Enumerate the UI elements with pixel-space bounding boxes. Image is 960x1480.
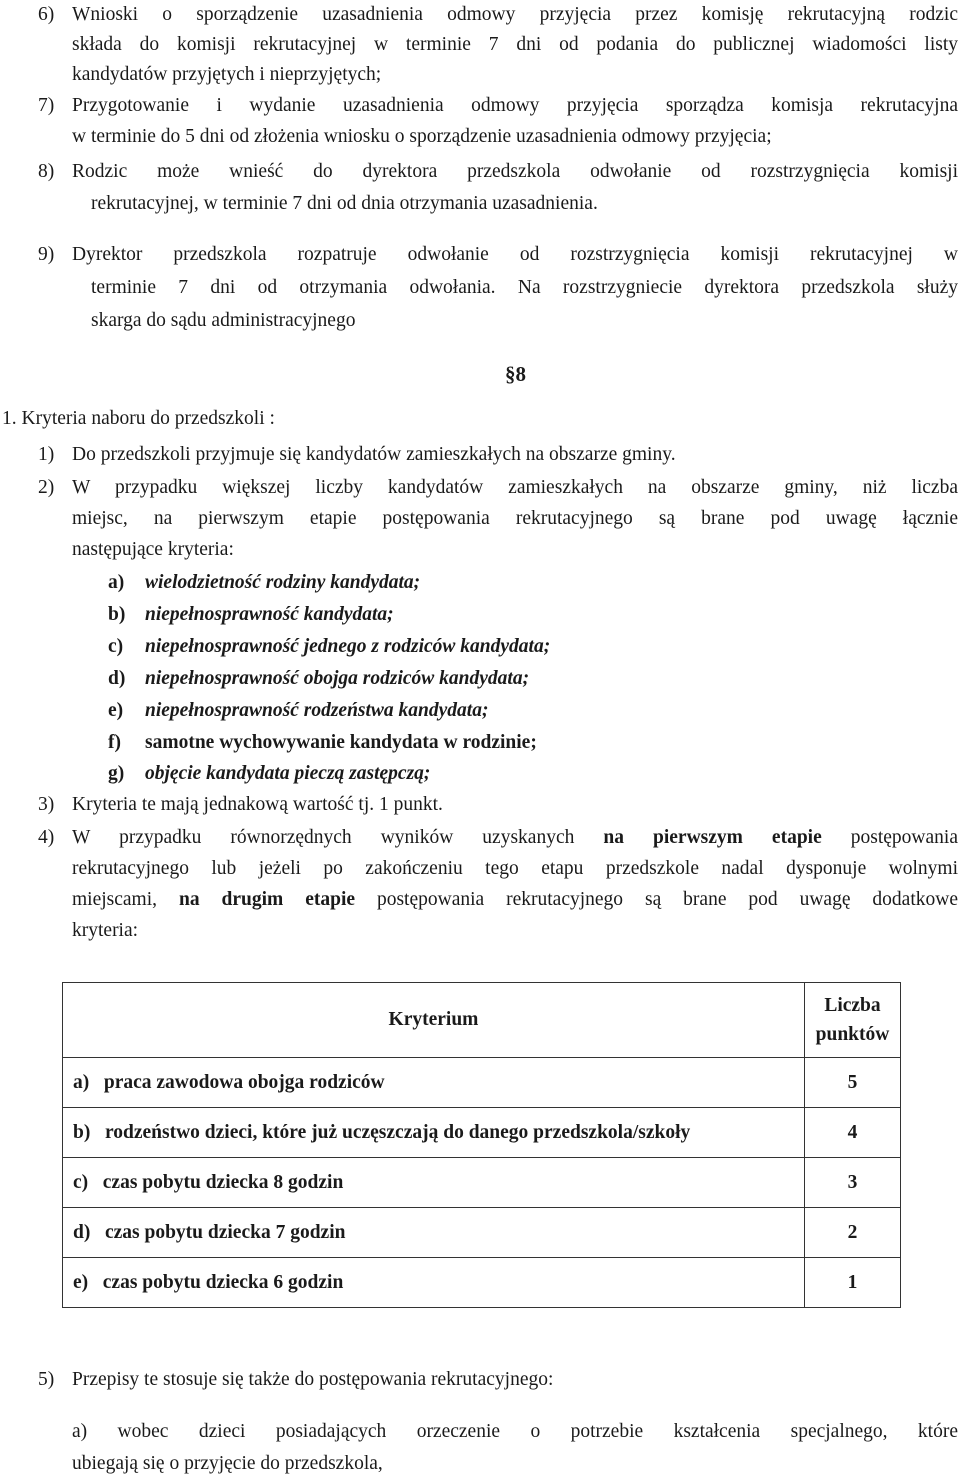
sub-text: Do przedszkoli przyjmuje się kandydatów zamieszkałych na obszarze gminy. xyxy=(72,444,676,465)
table-row xyxy=(63,1158,901,1208)
header-points-line: Liczba xyxy=(824,995,881,1016)
table-row xyxy=(63,1208,901,1258)
emphasis-second-stage: na drugim etapie xyxy=(178,889,356,910)
section-heading: §8 xyxy=(505,362,526,386)
header-points xyxy=(805,983,901,1058)
criterion-letter: c) xyxy=(108,636,124,657)
table-row xyxy=(63,1258,901,1308)
header-criterion: Kryterium xyxy=(63,983,805,1058)
sub-number: 5) xyxy=(38,1369,55,1390)
row-criterion: b) rodzeństwo dzieci, które już uczęszczają do danego przedszkola/szkoły xyxy=(63,1108,805,1158)
sub-line xyxy=(72,826,958,850)
row-points: 4 xyxy=(805,1108,901,1158)
item-number: 7) xyxy=(38,95,55,116)
sub-number: 3) xyxy=(38,794,55,815)
row-criterion: a) praca zawodowa obojga rodziców xyxy=(63,1058,805,1108)
criterion-text: niepełnosprawność jednego z rodziców kandydata; xyxy=(145,636,551,657)
row-points: 3 xyxy=(805,1158,901,1208)
table-row xyxy=(63,1058,901,1108)
point-1-heading: 1. Kryteria naboru do przedszkoli : xyxy=(2,408,275,429)
criterion-letter: f) xyxy=(108,732,121,753)
text-run: postępowania rekrutacyjnego są brane pod uwagę dodatkowe xyxy=(355,889,958,910)
sub-line: miejsc, na pierwszym etapie postępowania rekrutacyjnego są brane pod uwagę łącznie xyxy=(72,508,958,529)
item-number: 8) xyxy=(38,161,55,182)
item-line: skarga do sądu administracyjnego xyxy=(91,310,356,331)
criterion-letter: d) xyxy=(108,668,126,689)
text-run: postępowania xyxy=(821,827,958,848)
criterion-text: wielodzietność rodziny kandydata; xyxy=(145,572,421,593)
criterion-text: samotne wychowywanie kandydata w rodzinie; xyxy=(145,732,537,753)
text-run: W przypadku równorzędnych wyników uzyskanych xyxy=(72,827,604,848)
sub-line: W przypadku większej liczby kandydatów zamieszkałych na obszarze gminy, niż liczba xyxy=(72,477,958,498)
table-header-row xyxy=(63,983,901,1058)
criterion-text: niepełnosprawność kandydata; xyxy=(145,604,394,625)
item-line: Wnioski o sporządzenie uzasadnienia odmowy przyjęcia przez komisję rekrutacyjną rodzic xyxy=(72,4,958,25)
sub-line: rekrutacyjnego lub jeżeli po zakończeniu tego etapu przedszkole nadal dysponuje wolnymi xyxy=(72,858,958,879)
criteria-table xyxy=(62,982,901,1308)
table-row xyxy=(63,1108,901,1158)
emphasis-first-stage: na pierwszym etapie xyxy=(603,827,822,848)
criterion-text: niepełnosprawność obojga rodziców kandydata; xyxy=(145,668,530,689)
item-line: Rodzic może wnieść do dyrektora przedszkola odwołanie od rozstrzygnięcia komisji xyxy=(72,161,958,182)
item-line: terminie 7 dni od otrzymania odwołania. Na rozstrzygniecie dyrektora przedszkola służy xyxy=(91,277,958,298)
row-criterion: c) czas pobytu dziecka 8 godzin xyxy=(63,1158,805,1208)
criterion-text: niepełnosprawność rodzeństwa kandydata; xyxy=(145,700,489,721)
sub-line: kryteria: xyxy=(72,920,139,941)
item-line: składa do komisji rekrutacyjnej w terminie 7 dni od podania do publicznej wiadomości listy xyxy=(72,34,958,55)
criterion-letter: g) xyxy=(108,763,125,784)
sub-number: 4) xyxy=(38,827,55,848)
sub-number: 1) xyxy=(38,444,55,465)
item-line: Dyrektor przedszkola rozpatruje odwołanie od rozstrzygnięcia komisji rekrutacyjnej w xyxy=(72,244,958,265)
sub-line: ubiegają się o przyjęcie do przedszkola, xyxy=(72,1453,383,1474)
item-line: Przygotowanie i wydanie uzasadnienia odmowy przyjęcia sporządza komisja rekrutacyjna xyxy=(72,95,958,116)
item-line: kandydatów przyjętych i nieprzyjętych; xyxy=(72,64,382,85)
sub-text: Kryteria te mają jednakową wartość tj. 1 punkt. xyxy=(72,794,443,815)
sub-line: następujące kryteria: xyxy=(72,539,234,560)
text-run: miejscami, xyxy=(72,889,179,910)
row-points: 5 xyxy=(805,1058,901,1108)
row-points: 2 xyxy=(805,1208,901,1258)
row-criterion: d) czas pobytu dziecka 7 godzin xyxy=(63,1208,805,1258)
header-points-line: punktów xyxy=(815,1024,890,1045)
criterion-letter: a) xyxy=(108,572,125,593)
item-line: rekrutacyjnej, w terminie 7 dni od dnia otrzymania uzasadnienia. xyxy=(91,193,598,214)
item-number: 6) xyxy=(38,4,55,25)
sub-line: a) wobec dzieci posiadających orzeczenie o potrzebie kształcenia specjalnego, które xyxy=(72,1421,958,1442)
criterion-letter: e) xyxy=(108,700,124,721)
item-line: w terminie do 5 dni od złożenia wniosku o sporządzenie uzasadnienia odmowy przyjęcia; xyxy=(72,126,772,147)
row-points: 1 xyxy=(805,1258,901,1308)
criterion-letter: b) xyxy=(108,604,126,625)
sub-text: Przepisy te stosuje się także do postępowania rekrutacyjnego: xyxy=(72,1369,554,1390)
item-number: 9) xyxy=(38,244,55,265)
row-criterion: e) czas pobytu dziecka 6 godzin xyxy=(63,1258,805,1308)
criterion-text: objęcie kandydata pieczą zastępczą; xyxy=(145,763,431,784)
sub-line xyxy=(72,888,958,912)
sub-number: 2) xyxy=(38,477,55,498)
